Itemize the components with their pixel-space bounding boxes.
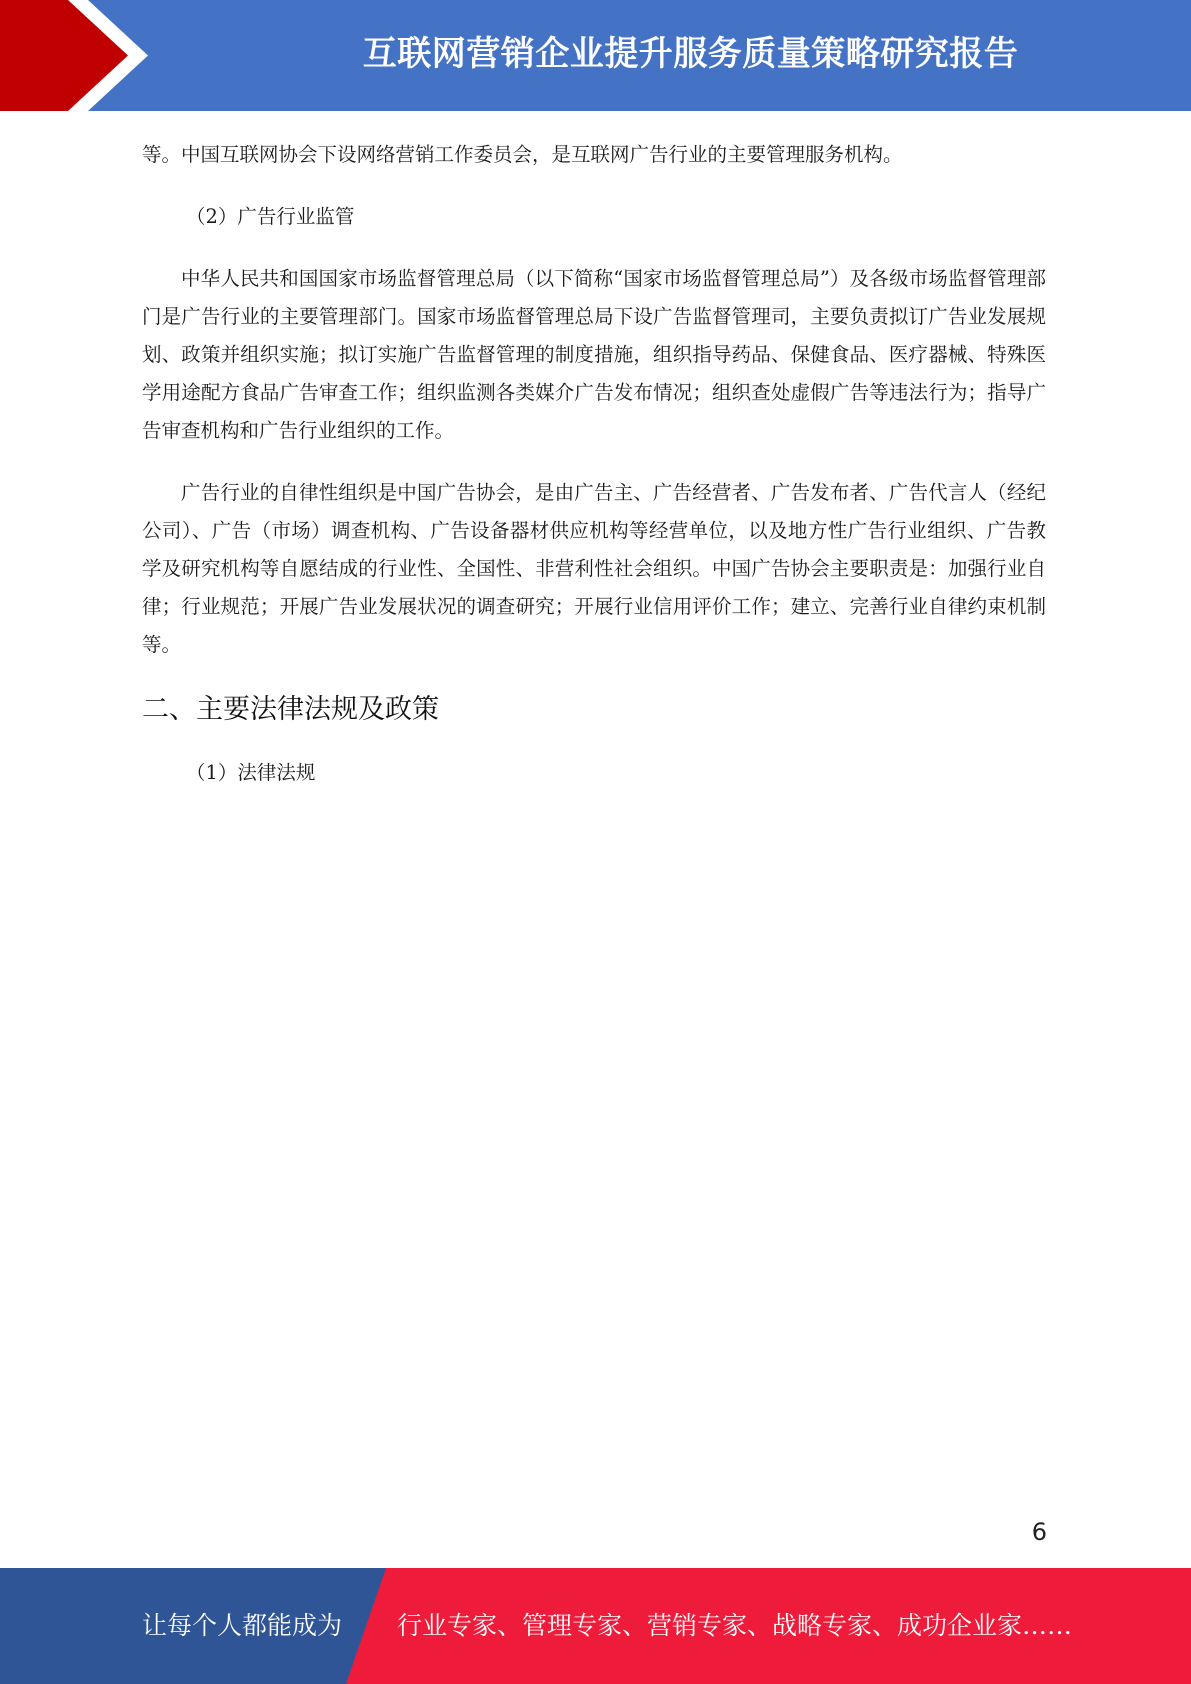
- report-title: 互联网营销企业提升服务质量策略研究报告: [362, 34, 1019, 74]
- footer-slogan-left: 让每个人都能成为: [142, 1611, 343, 1640]
- subheading-laws: （1）法律法规: [186, 761, 316, 784]
- paragraph-association: 广告行业的自律性组织是中国广告协会，是由广告主、广告经营者、广告发布者、广告代言人（经纪公司）、广告（市场）调查机构、广告设备器材供应机构等经营单位，以及地方性广告行业组织、广告教学及研究机构等自愿结成的行业性、全国性、非营利性社会组织。中国广告协会主要职责是：加强行业自律；行业规范；开展广告业发展状况的调查研究；开展行业信用评价工作；建立、完善行业自律约束机制等。: [142, 481, 1046, 656]
- footer-slogan-right: 行业专家、管理专家、营销专家、战略专家、成功企业家……: [397, 1611, 1073, 1640]
- section-heading-laws-policies: 二、主要法律法规及政策: [142, 694, 439, 725]
- page-header: [0, 0, 1191, 111]
- paragraph-continued: 等。中国互联网协会下设网络营销工作委员会，是互联网广告行业的主要管理服务机构。: [142, 143, 903, 166]
- paragraph-regulation: 中华人民共和国国家市场监督管理总局（以下简称“国家市场监督管理总局”）及各级市场监督管理部门是广告行业的主要管理部门。国家市场监督管理总局下设广告监督管理司，主要负责拟订广告业发展规划、政策并组织实施；拟订实施广告监督管理的制度措施，组织指导药品、保健食品、医疗器械、特殊医学用途配方食品广告审查工作；组织监测各类媒介广告发布情况；组织查处虚假广告等违法行为；指导广告审查机构和广告行业组织的工作。: [142, 267, 1046, 442]
- document-body: [142, 136, 1046, 816]
- page-number: 6: [1031, 1518, 1047, 1546]
- page-footer: [0, 1568, 1191, 1684]
- subheading-advertising-regulation: （2）广告行业监管: [186, 205, 355, 228]
- header-chevron-decoration: [0, 0, 160, 111]
